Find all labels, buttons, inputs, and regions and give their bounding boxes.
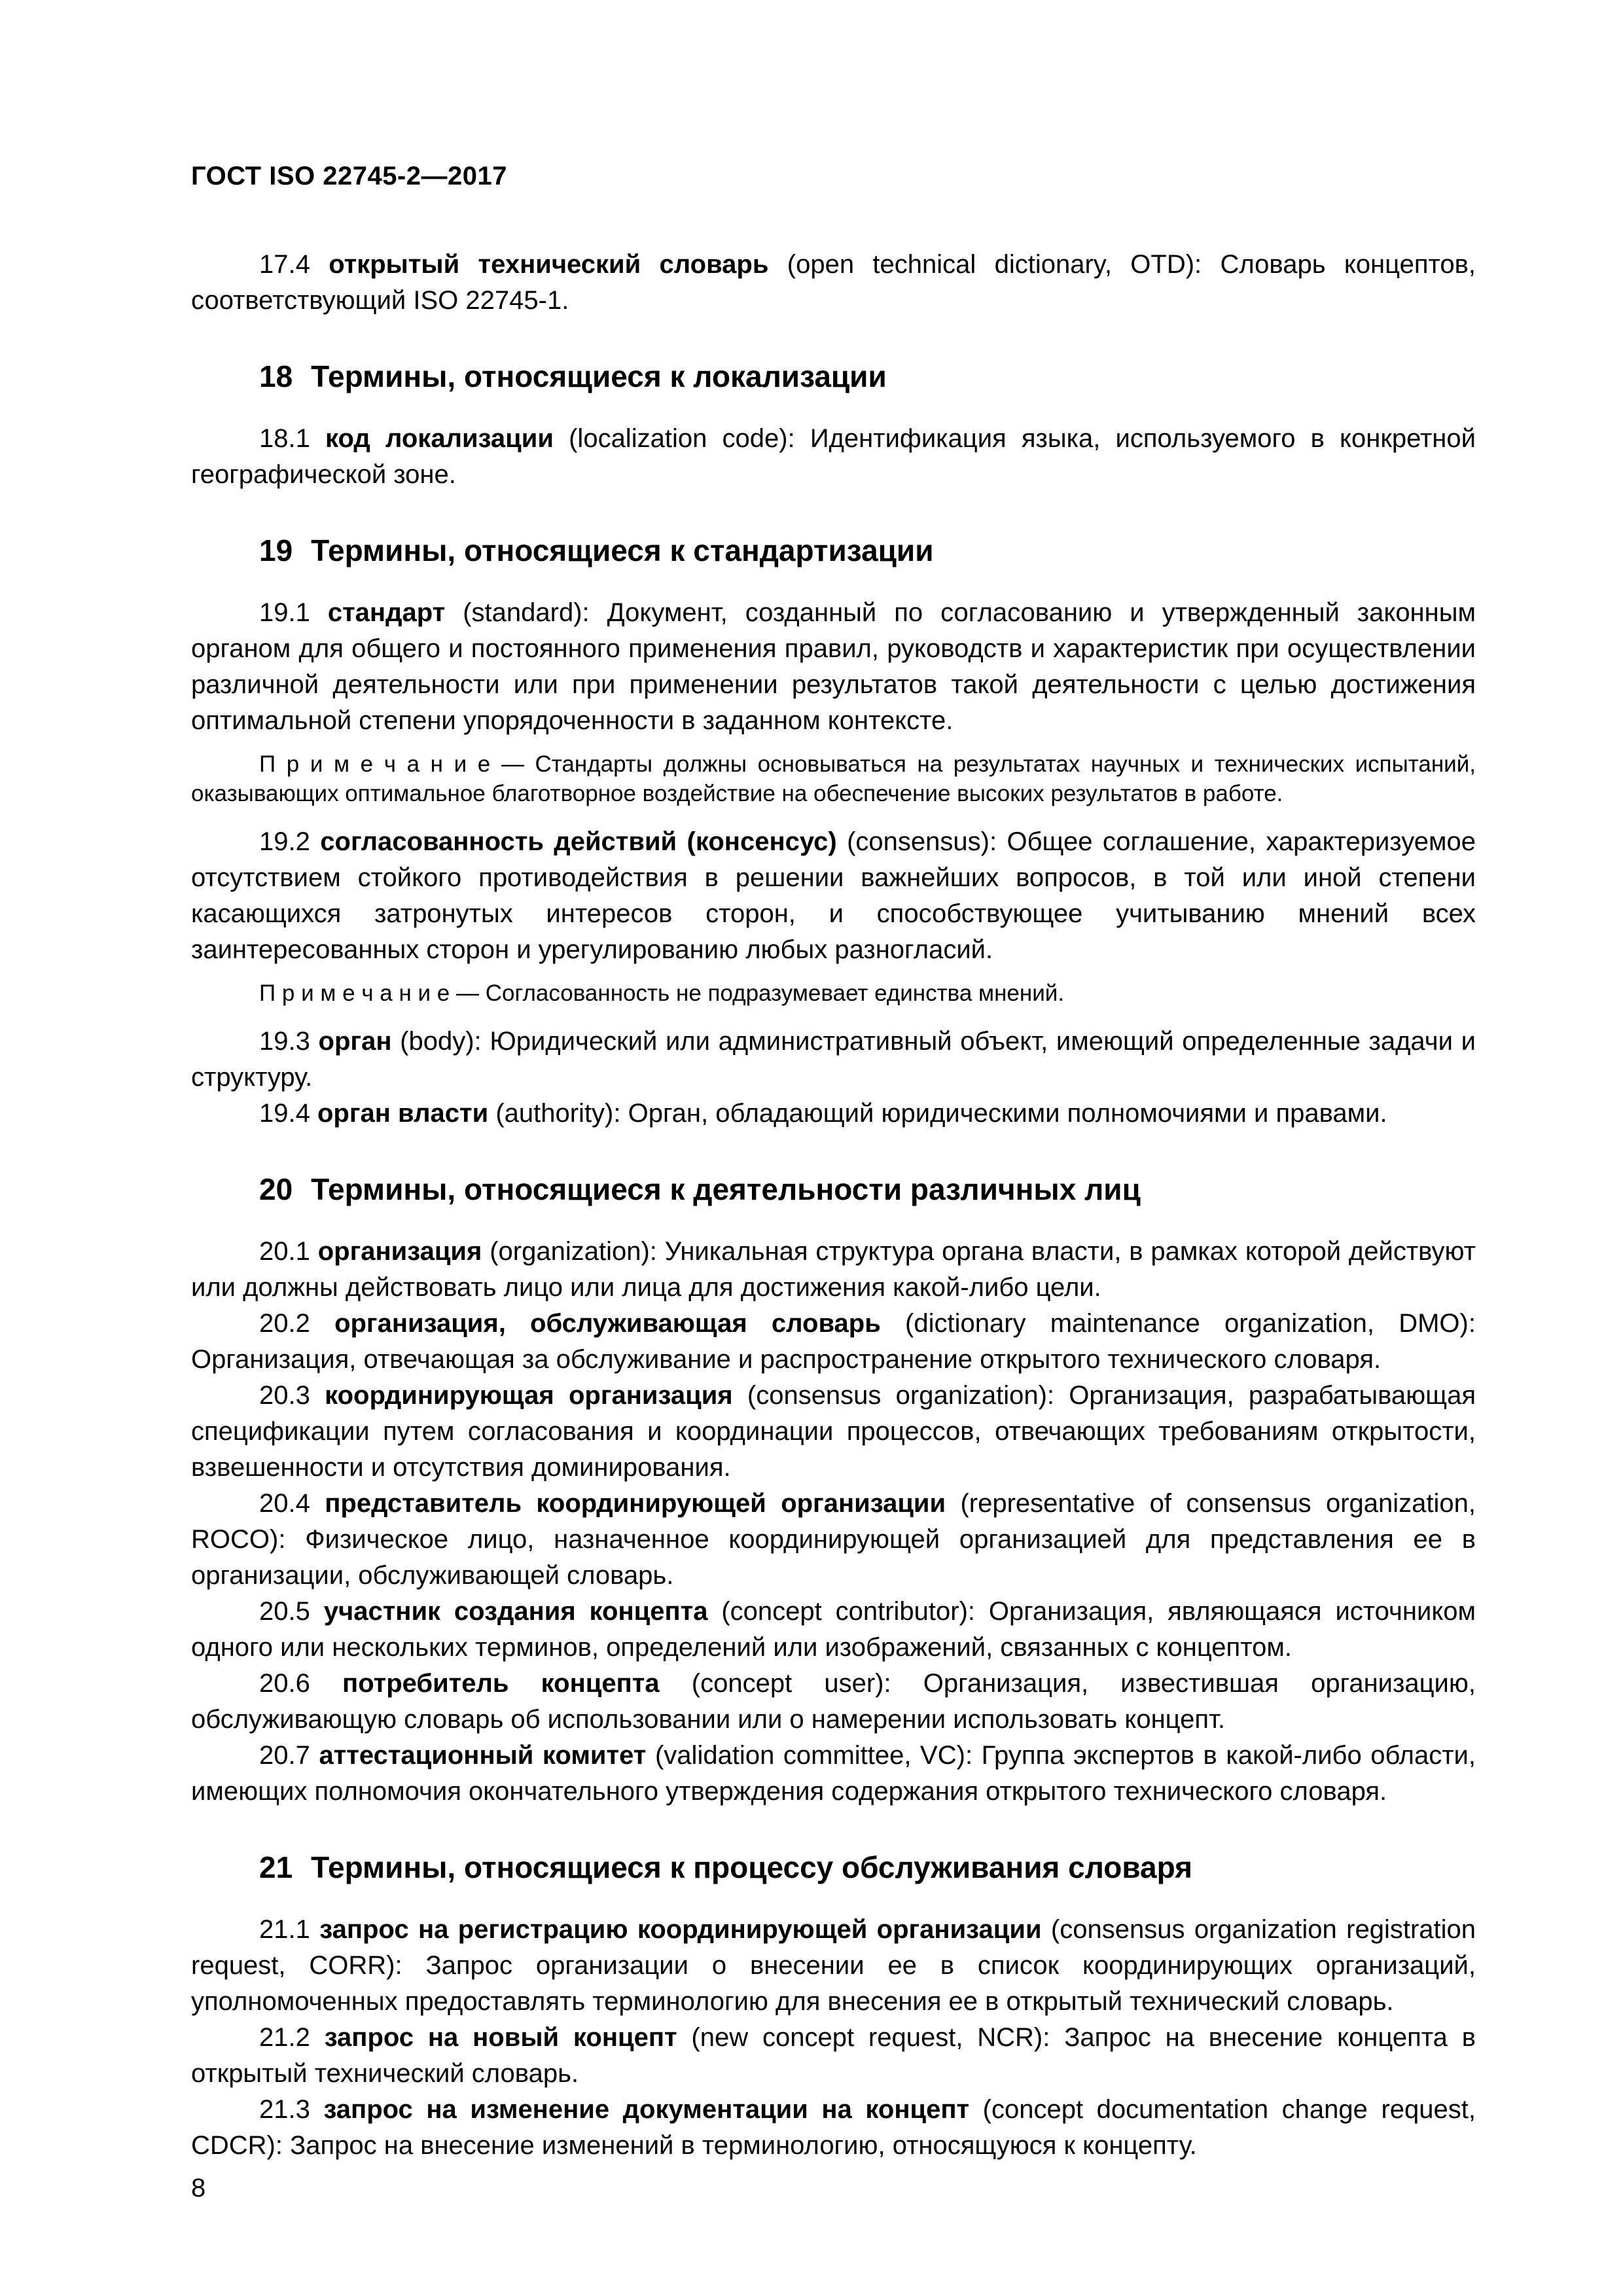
note-label: П р и м е ч а н и е xyxy=(259,980,450,1006)
term-entry-21.1 xyxy=(191,1912,1476,2020)
term-entry-20.4 xyxy=(191,1486,1476,1594)
term-name: согласованность действий (консенсус) xyxy=(320,827,837,856)
term-name: запрос на изменение документации на концепт xyxy=(323,2095,970,2124)
term-name: стандарт xyxy=(327,598,446,627)
term-entry-21.2 xyxy=(191,2020,1476,2092)
term-name: потребитель концепта xyxy=(342,1669,660,1698)
term-definition: (validation committee, VC): Группа экспертов в какой-либо области, имеющих полномочия окончательного утверждения содержания открытого технического словаря. xyxy=(191,1741,1476,1806)
term-number: 20.2 xyxy=(259,1309,310,1338)
term-name: аттестационный комитет xyxy=(319,1741,647,1770)
document-body xyxy=(191,247,1476,2164)
term-entry-19.1 xyxy=(191,595,1476,739)
term-entry-18.1 xyxy=(191,421,1476,493)
term-definition: (concept user): Организация, известившая организацию, обслуживающую словарь об использовании или о намерении использовать концепт. xyxy=(191,1669,1476,1734)
term-entry-19.2 xyxy=(191,824,1476,968)
section-title: Термины, относящиеся к локализации xyxy=(311,359,887,393)
term-definition: (new concept request, NCR): Запрос на внесение концепта в открытый технический словарь. xyxy=(191,2023,1476,2088)
section-title: Термины, относящиеся к деятельности различных лиц xyxy=(311,1172,1141,1206)
document-header: ГОСТ ISO 22745-2—2017 xyxy=(191,162,507,190)
term-number: 21.1 xyxy=(259,1915,310,1944)
term-entry-17.4 xyxy=(191,247,1476,319)
term-definition: (standard): Документ, созданный по согласованию и утвержденный законным органом для общего и постоянного применения правил, руководств и характеристик при осуществлении различной деятельности или при применении результатов такой деятельности с целью достижения оптимальной степени упорядоченности в заданном контексте. xyxy=(191,598,1476,735)
section-number: 21 xyxy=(259,1850,293,1884)
section-title: Термины, относящиеся к процессу обслуживания словаря xyxy=(311,1850,1192,1884)
section-title: Термины, относящиеся к стандартизации xyxy=(311,533,934,567)
term-name: участник создания концепта xyxy=(323,1597,708,1626)
term-number: 20.7 xyxy=(259,1741,310,1770)
section-heading-20 xyxy=(191,1171,1476,1208)
term-entry-20.3 xyxy=(191,1378,1476,1486)
section-number: 19 xyxy=(259,533,293,567)
term-entry-20.1 xyxy=(191,1234,1476,1306)
term-definition: (organization): Уникальная структура органа власти, в рамках которой действуют или должны действовать лицо или лица для достижения какой-либо цели. xyxy=(191,1237,1476,1302)
term-name: орган xyxy=(318,1027,392,1056)
term-number: 19.3 xyxy=(259,1027,310,1056)
term-entry-21.3 xyxy=(191,2092,1476,2164)
term-definition: (authority): Орган, обладающий юридическими полномочиями и правами. xyxy=(495,1099,1387,1128)
term-number: 17.4 xyxy=(259,250,310,279)
term-entry-19.4 xyxy=(191,1096,1476,1132)
term-number: 19.2 xyxy=(259,827,310,856)
term-number: 21.3 xyxy=(259,2095,310,2124)
note-text: — Стандарты должны основываться на результатах научных и технических испытаний, оказывающих оптимальное благотворное воздействие на обеспечение высоких результатов в работе. xyxy=(191,751,1476,806)
term-number: 19.1 xyxy=(259,598,310,627)
term-entry-20.2 xyxy=(191,1306,1476,1378)
term-name: открытый технический словарь xyxy=(329,250,769,279)
term-definition: (consensus organization): Организация, разрабатывающая спецификации путем согласования и координации процессов, отвечающих требованиям открытости, взвешенности и отсутствия доминирования. xyxy=(191,1381,1476,1482)
term-number: 20.5 xyxy=(259,1597,310,1626)
note-label: П р и м е ч а н и е xyxy=(259,751,491,777)
term-entry-19.3 xyxy=(191,1024,1476,1096)
term-name: запрос на регистрацию координирующей организации xyxy=(319,1915,1042,1944)
section-heading-18 xyxy=(191,358,1476,395)
term-name: код локализации xyxy=(325,424,554,453)
term-definition: (body): Юридический или административный объект, имеющий определенные задачи и структуру. xyxy=(191,1027,1476,1092)
term-definition: (concept contributor): Организация, являющаяся источником одного или нескольких терминов, определений или изображений, связанных с концептом. xyxy=(191,1597,1476,1662)
term-definition: (dictionary maintenance organization, DMO): Организация, отвечающая за обслуживание и распространение открытого технического словаря. xyxy=(191,1309,1476,1374)
note-paragraph xyxy=(191,978,1476,1008)
term-definition: (concept documentation change request, CDCR): Запрос на внесение изменений в терминологию, относящуюся к концепту. xyxy=(191,2095,1476,2160)
term-entry-20.6 xyxy=(191,1666,1476,1738)
term-number: 21.2 xyxy=(259,2023,310,2052)
term-number: 20.3 xyxy=(259,1381,310,1410)
term-entry-20.5 xyxy=(191,1594,1476,1666)
term-entry-20.7 xyxy=(191,1738,1476,1810)
term-name: представитель координирующей организации xyxy=(325,1489,946,1518)
term-number: 20.1 xyxy=(259,1237,310,1266)
term-name: орган власти xyxy=(317,1099,489,1128)
term-definition: (representative of consensus organization, ROCO): Физическое лицо, назначенное координирующей организацией для представления ее в организации, обслуживающей словарь. xyxy=(191,1489,1476,1590)
term-number: 20.6 xyxy=(259,1669,310,1698)
section-number: 18 xyxy=(259,359,293,393)
term-definition: (consensus organization registration request, CORR): Запрос организации о внесении ее в список координирующих организаций, уполномоченных предоставлять терминологию для внесения ее в открытый технический словарь. xyxy=(191,1915,1476,2016)
note-text: — Согласованность не подразумевает единства мнений. xyxy=(456,980,1065,1006)
section-heading-21 xyxy=(191,1849,1476,1886)
term-name: координирующая организация xyxy=(325,1381,733,1410)
term-definition: (consensus): Общее соглашение, характеризуемое отсутствием стойкого противодействия в решении важнейших вопросов, в той или иной степени касающихся затронутых интересов сторон, и способствующее учитыванию мнений всех заинтересованных сторон и урегулированию любых разногласий. xyxy=(191,827,1476,964)
term-name: организация xyxy=(317,1237,482,1266)
term-number: 19.4 xyxy=(259,1099,310,1128)
term-name: запрос на новый концепт xyxy=(324,2023,677,2052)
page-number: 8 xyxy=(191,2174,206,2202)
section-number: 20 xyxy=(259,1172,293,1206)
term-number: 18.1 xyxy=(259,424,310,453)
section-heading-19 xyxy=(191,532,1476,569)
term-number: 20.4 xyxy=(259,1489,310,1518)
term-definition: (localization code): Идентификация языка, используемого в конкретной географической зоне. xyxy=(191,424,1476,489)
term-name: организация, обслуживающая словарь xyxy=(334,1309,881,1338)
term-definition: (open technical dictionary, OTD): Словарь концептов, соответствующий ISO 22745-1. xyxy=(191,250,1476,315)
note-paragraph xyxy=(191,749,1476,808)
